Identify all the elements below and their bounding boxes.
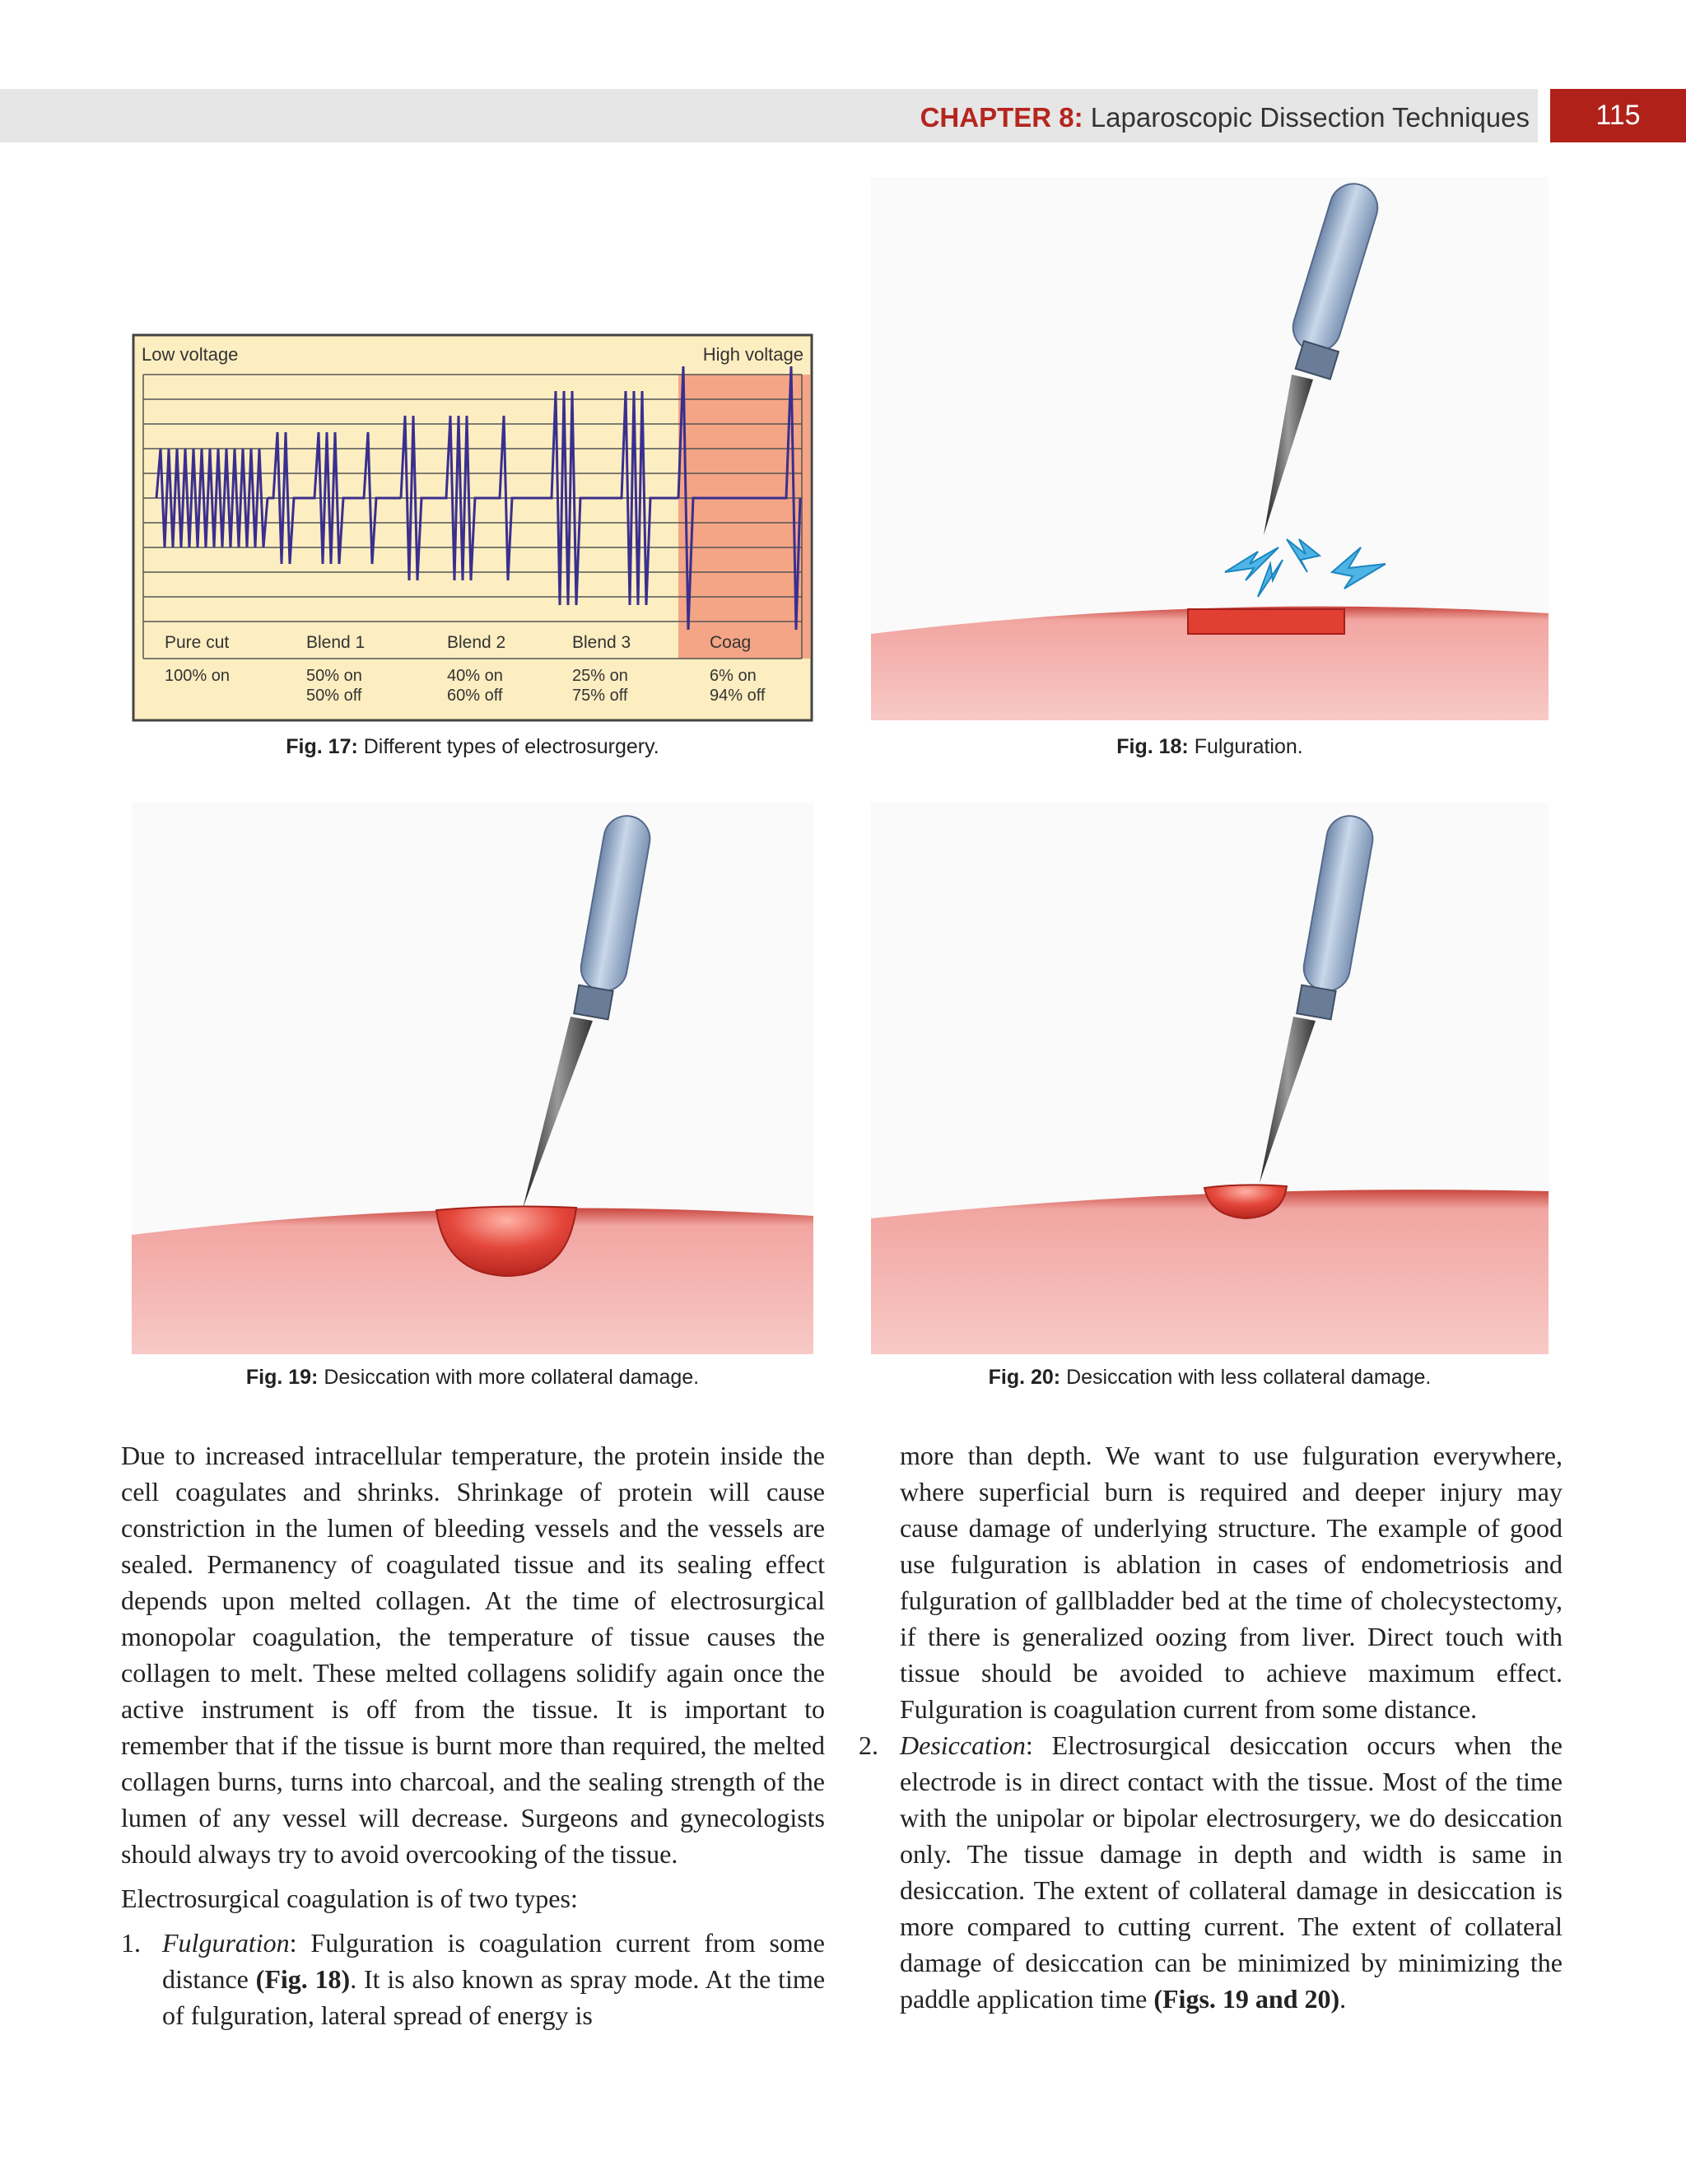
mode-off: 94% off	[710, 687, 766, 705]
mode-label: Pure cut	[165, 633, 230, 652]
mode-off: 75% off	[572, 687, 628, 705]
low-voltage-label: Low voltage	[142, 344, 239, 365]
figure-ref: (Fig. 18)	[255, 1964, 351, 1994]
mode-label: Blend 3	[572, 633, 631, 652]
term-desiccation: Desiccation	[900, 1730, 1026, 1760]
page-number: 115	[1550, 89, 1686, 142]
fig20-caption: Fig. 20: Desiccation with less collateral damage.	[988, 1366, 1432, 1389]
list-number: 2.	[859, 1730, 878, 1760]
mode-off: 60% off	[447, 687, 503, 705]
electrode-instrument	[523, 813, 654, 1208]
mode-label: Blend 2	[447, 633, 506, 652]
figure-ref: (Figs. 19 and 20)	[1153, 1984, 1340, 2014]
chapter-title: Laparoscopic Dissection Techniques	[1083, 102, 1530, 133]
fig18-caption: Fig. 18: Fulguration.	[1116, 735, 1303, 758]
mode-on: 25% on	[572, 667, 628, 685]
fig19-caption: Fig. 19: Desiccation with more collateral damage.	[245, 1366, 700, 1389]
electrode-instrument	[1260, 813, 1376, 1183]
body-column-left	[121, 1437, 825, 2033]
fig19-label: Fig. 19:	[245, 1366, 319, 1389]
term-fulguration: Fulguration	[162, 1928, 290, 1958]
mode-on: 50% on	[306, 667, 362, 685]
mode-label: Blend 1	[306, 633, 366, 652]
mode-on: 6% on	[710, 667, 757, 685]
tissue-surface	[871, 1190, 1549, 1354]
running-header	[920, 97, 1530, 138]
fig18-fulguration-illustration	[871, 177, 1549, 720]
fig17-label: Fig. 17:	[286, 735, 358, 758]
electrode-instrument	[1264, 178, 1383, 535]
mode-on: 40% on	[447, 667, 503, 685]
fig19-desiccation-illustration	[132, 803, 813, 1354]
spark-bolts	[1225, 539, 1386, 597]
body-column-right	[859, 1437, 1563, 2017]
superficial-burn	[1188, 609, 1344, 634]
fig18-label: Fig. 18:	[1116, 735, 1189, 758]
list-item-continuation: more than depth. We want to use fulguration everywhere, where superficial burn is required and deeper injury may cause damage of underlying structure. The example of good use fulguration is ablation in cases of endometriosis and fulguration of gallbladder bed at the time of cholecystectomy, if there is generalized oozing from liver. Direct touch with tissue should be avoided to achieve maximum effect. Fulguration is coagulation current from some distance.	[900, 1441, 1563, 1724]
mode-on: 100% on	[165, 667, 230, 685]
body-paragraph: Due to increased intracellular temperature, the protein inside the cell coagulates and shrinks. Shrinkage of protein will cause constriction in the lumen of bleeding vessels and the vessels are sealed. Permanency of coagulated tissue and its sealing effect depends upon melted collagen. At the time of electrosurgical monopolar coagulation, the temperature of tissue causes the collagen to melt. These melted collagens solidify again once the active instrument is off from the tissue. It is important to remember that if the tissue is burnt more than required, the melted collagen burns, turns into charcoal, and the sealing strength of the lumen of any vessel will decrease. Surgeons and gynecologists should always try to avoid overcooking of the tissue.	[121, 1441, 825, 1869]
mode-label: Coag	[710, 633, 752, 652]
mode-off: 50% off	[306, 687, 362, 705]
fig20-desiccation-illustration	[871, 803, 1549, 1354]
fig17-caption: Fig. 17: Different types of electrosurgery.	[286, 735, 659, 758]
chapter-label: CHAPTER	[920, 102, 1052, 133]
list-item-desiccation: 2. Desiccation: Electrosurgical desiccation occurs when the electrode is in direct contact with the tissue. Most of the time with the unipolar or bipolar electrosurgery, we do desiccation only. The tissue damage in depth and width is same in desiccation. The extent of collateral damage in desiccation is more compared to cutting current. The extent of collateral damage of desiccation can be minimized by minimizing the paddle application time (Figs. 19 and 20).	[859, 1727, 1563, 2017]
body-paragraph: Electrosurgical coagulation is of two types:	[121, 1884, 578, 1913]
list-number: 1.	[121, 1928, 141, 1958]
chapter-number: 8:	[1059, 102, 1083, 133]
high-voltage-label: High voltage	[702, 344, 803, 365]
fig17-waveform-chart	[132, 333, 813, 722]
list-item-fulguration: 1. Fulguration: Fulguration is coagulation current from some distance (Fig. 18). It is also known as spray mode. At the time of fulguration, lateral spread of energy is	[121, 1925, 825, 2033]
fig20-label: Fig. 20:	[988, 1366, 1061, 1389]
